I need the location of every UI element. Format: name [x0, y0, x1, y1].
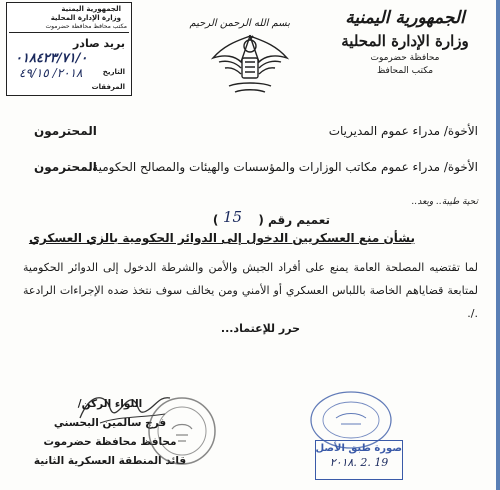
- attachments-label: المرفقات: [91, 83, 125, 91]
- body-paragraph: لما تقتضيه المصلحة العامة يمنع على أفراد الجيش والأمن والشرطة الدخول إلى الدوائر الحكومية لمتابعة قضاياهم الخاصة باللباس العسكري أو الأمني ومن يخالف سوف نتخذ ضده الإجراءات الرادعة ./.: [23, 261, 478, 320]
- republic-title: الجمهورية اليمنية: [345, 8, 465, 28]
- registry-office: مكتب محافظ محافظة حضرموت: [45, 23, 127, 30]
- official-seal-icon: [146, 395, 218, 467]
- outgoing-mail-label: بريد صادر: [72, 37, 125, 50]
- registry-ministry: وزارة الإدارة المحلية: [50, 14, 121, 22]
- certified-copy-date: ٢٠١٨. 2. 19: [329, 456, 389, 469]
- registry-stamp: [6, 2, 132, 96]
- signatory-title-1: محافظ محافظة حضرموت: [43, 436, 177, 448]
- circular-label-open: تعميم رقم (: [258, 213, 330, 227]
- page-edge: [496, 0, 500, 490]
- office-line: مكتب المحافظ: [376, 66, 434, 76]
- addressee-suffix-1: المحترمون: [34, 124, 97, 138]
- addressee-suffix-2: المحترمون: [34, 160, 97, 174]
- signatory-name: فرج سالمين البحسني: [53, 417, 167, 429]
- circular-subject: بشأن منع العسكريين الدخول إلى الدوائر الحكومية بالزي العسكري: [28, 231, 415, 245]
- registry-divider: [9, 32, 129, 33]
- bismillah: بسم الله الرحمن الرحيم: [189, 18, 290, 29]
- letterhead: [330, 8, 480, 76]
- eagle-emblem-icon: [189, 14, 295, 102]
- addressee-line-1: الأخوة/ مدراء عموم المديريات: [328, 124, 478, 138]
- signatory-title-2: قائد المنطقة العسكرية الثانية: [33, 455, 187, 467]
- ministry-title: وزارة الإدارة المحلية: [341, 32, 469, 50]
- registry-number: ٠١٨٤٢٣/٧١/٠: [15, 51, 88, 66]
- governorate-line: محافظة حضرموت: [370, 53, 440, 63]
- registry-date-label: التاريخ: [102, 68, 125, 76]
- addressee-line-2: الأخوة/ مدراء عموم مكاتب الوزارات والمؤسسات والهيئات والمصالح الحكومية: [92, 160, 478, 174]
- issued-for-approval: حرر للإعتماد...: [220, 322, 300, 335]
- greeting: تحية طيبة.. وبعد..: [411, 197, 478, 207]
- registry-date: ٢٠١٨/ ٤٩/١٥: [19, 66, 83, 80]
- signatory-rank: اللواء الركن/: [77, 398, 143, 410]
- registry-republic: الجمهورية اليمنية: [61, 5, 121, 13]
- certified-copy-stamp: [315, 440, 403, 480]
- certified-copy-label: صورة طبق الأصل: [315, 443, 402, 454]
- circular-label-close: ): [212, 213, 219, 227]
- circular-number: 15: [223, 208, 243, 226]
